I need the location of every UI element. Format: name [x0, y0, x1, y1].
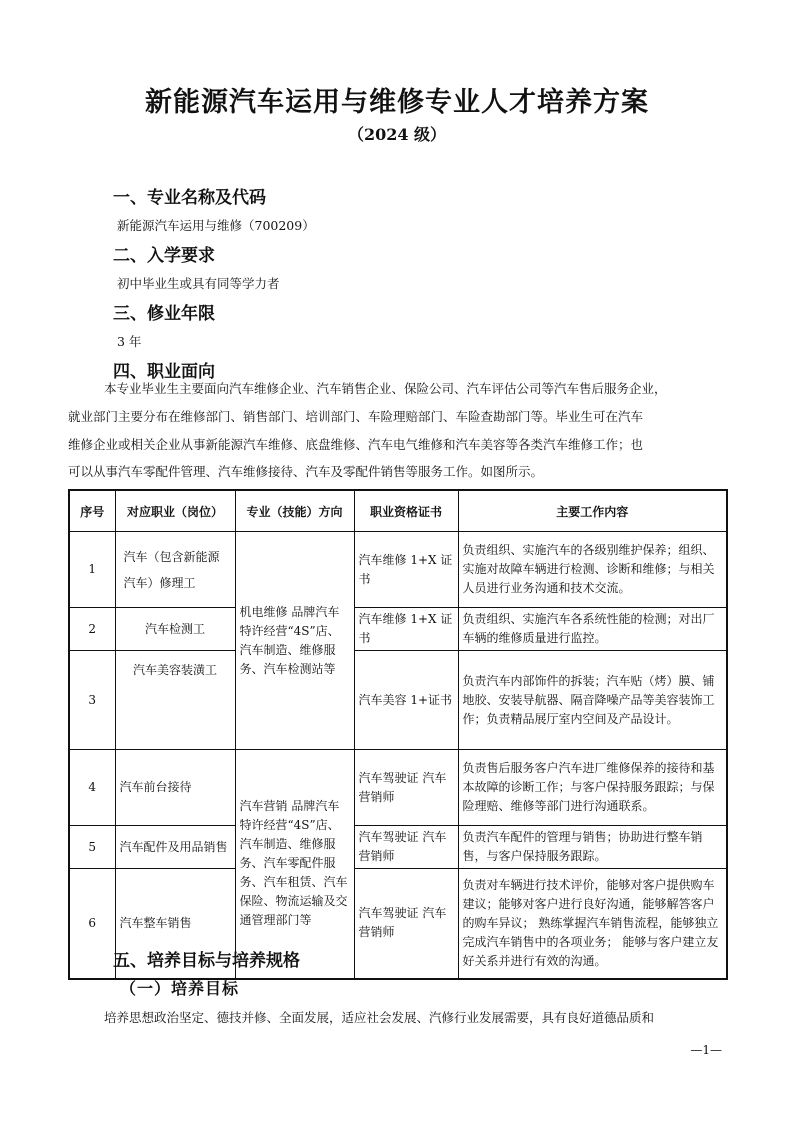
- section-body-4-line-4: 可以从事汽车零配件管理、汽车维修接待、汽车及零配件销售等服务工作。如图所示。: [68, 464, 544, 479]
- cell-no: 6: [69, 869, 115, 979]
- cell-work: 负责组织、实施汽车的各级别维护保养；组织、实施对故障车辆进行检测、诊断和维修；与相关人员进行业务沟通和技术交流。: [458, 532, 727, 608]
- cell-cert: 汽车维修 1+X 证书: [354, 608, 458, 651]
- cell-job: 汽车配件及用品销售: [115, 826, 235, 869]
- document-title: 新能源汽车运用与维修专业人才培养方案: [145, 87, 649, 118]
- header-cert: 职业资格证书: [354, 490, 458, 532]
- page-number: —1—: [690, 1043, 722, 1057]
- cell-job: 汽车检测工: [115, 608, 235, 651]
- cell-cert: 汽车美容 1+证书: [354, 651, 458, 750]
- cell-cert: 汽车维修 1+X 证书: [354, 532, 458, 608]
- section-body-1: 新能源汽车运用与维修（700209）: [117, 218, 315, 233]
- cell-no: 1: [69, 532, 115, 608]
- table-row: [69, 532, 727, 608]
- section-body-3: 3 年: [117, 334, 142, 349]
- section-body-5: 培养思想政治坚定、德技并修、全面发展，适应社会发展、汽修行业发展需要，具有良好道德品质和: [104, 1010, 655, 1025]
- cell-work: 负责对车辆进行技术评价，能够对客户提供购车建议；能够对客户进行良好沟通，能够解答客户的购车异议； 熟练掌握汽车销售流程，能够独立完成汽车销售中的各项业务； 能够与客户建立友好关系并进行有效的沟通。: [458, 869, 727, 979]
- header-no: 序号: [69, 490, 115, 532]
- table-row: [69, 608, 727, 651]
- section-heading-4: 四、职业面向: [113, 362, 215, 382]
- section-heading-5: 五、培养目标与培养规格: [113, 951, 300, 971]
- cell-direction: 机电维修 品牌汽车特许经营“4S”店、汽车制造、维修服务、汽车检测站等: [235, 532, 354, 750]
- cell-work: 负责售后服务客户汽车进厂维修保养的接待和基本故障的诊断工作；与客户保持服务跟踪；与保险理赔、维修等部门进行沟通联系。: [458, 750, 727, 826]
- section-body-4-line-3: 维修企业或相关企业从事新能源汽车维修、底盘维修、汽车电气维修和汽车美容等各类汽车维修工作；也: [68, 437, 644, 452]
- cell-work: 负责汽车内部饰件的拆装；汽车贴（烤）膜、铺地胶、安装导航器、隔音降噪产品等美容装饰工作；负责精品展厅室内空间及产品设计。: [458, 651, 727, 750]
- cell-cert: 汽车驾驶证 汽车营销师: [354, 826, 458, 869]
- section-heading-2: 二、入学要求: [113, 246, 215, 266]
- occupation-table: [68, 489, 728, 980]
- table-row: [69, 651, 727, 750]
- cell-no: 5: [69, 826, 115, 869]
- subsection-heading: （一）培养目标: [120, 979, 240, 998]
- cell-work: 负责组织、实施汽车各系统性能的检测；对出厂车辆的维修质量进行监控。: [458, 608, 727, 651]
- cell-no: 2: [69, 608, 115, 651]
- cell-job: 汽车前台接待: [115, 750, 235, 826]
- cell-no: 3: [69, 651, 115, 750]
- header-direction: 专业（技能）方向: [235, 490, 354, 532]
- document-subtitle: （2024 级）: [347, 125, 447, 144]
- table-row: [69, 750, 727, 826]
- header-work: 主要工作内容: [458, 490, 727, 532]
- cell-cert: 汽车驾驶证 汽车营销师: [354, 750, 458, 826]
- cell-direction: 汽车营销 品牌汽车特许经营“4S”店、汽车制造、维修服务、汽车零配件服务、汽车租赁、汽车保险、物流运输及交通管理部门等: [235, 750, 354, 979]
- section-body-4-line-2: 就业部门主要分布在维修部门、销售部门、培训部门、车险理赔部门、车险查勘部门等。毕业生可在汽车: [68, 409, 644, 424]
- cell-job: 汽车美容装潢工: [115, 651, 235, 750]
- header-job: 对应职业（岗位）: [115, 490, 235, 532]
- section-heading-1: 一、专业名称及代码: [113, 188, 266, 208]
- cell-job: 汽车整车销售: [115, 869, 235, 979]
- cell-no: 4: [69, 750, 115, 826]
- section-body-2: 初中毕业生或具有同等学力者: [117, 276, 280, 291]
- table-header-row: [69, 490, 727, 532]
- table-row: [69, 826, 727, 869]
- section-heading-3: 三、修业年限: [113, 304, 215, 324]
- section-body-4-line-1: 本专业毕业生主要面向汽车维修企业、汽车销售企业、保险公司、汽车评估公司等汽车售后服务企业，: [104, 381, 667, 396]
- cell-job: 汽车（包含新能源汽车）修理工: [115, 532, 235, 608]
- cell-cert: 汽车驾驶证 汽车营销师: [354, 869, 458, 979]
- cell-work: 负责汽车配件的管理与销售；协助进行整车销售，与客户保持服务跟踪。: [458, 826, 727, 869]
